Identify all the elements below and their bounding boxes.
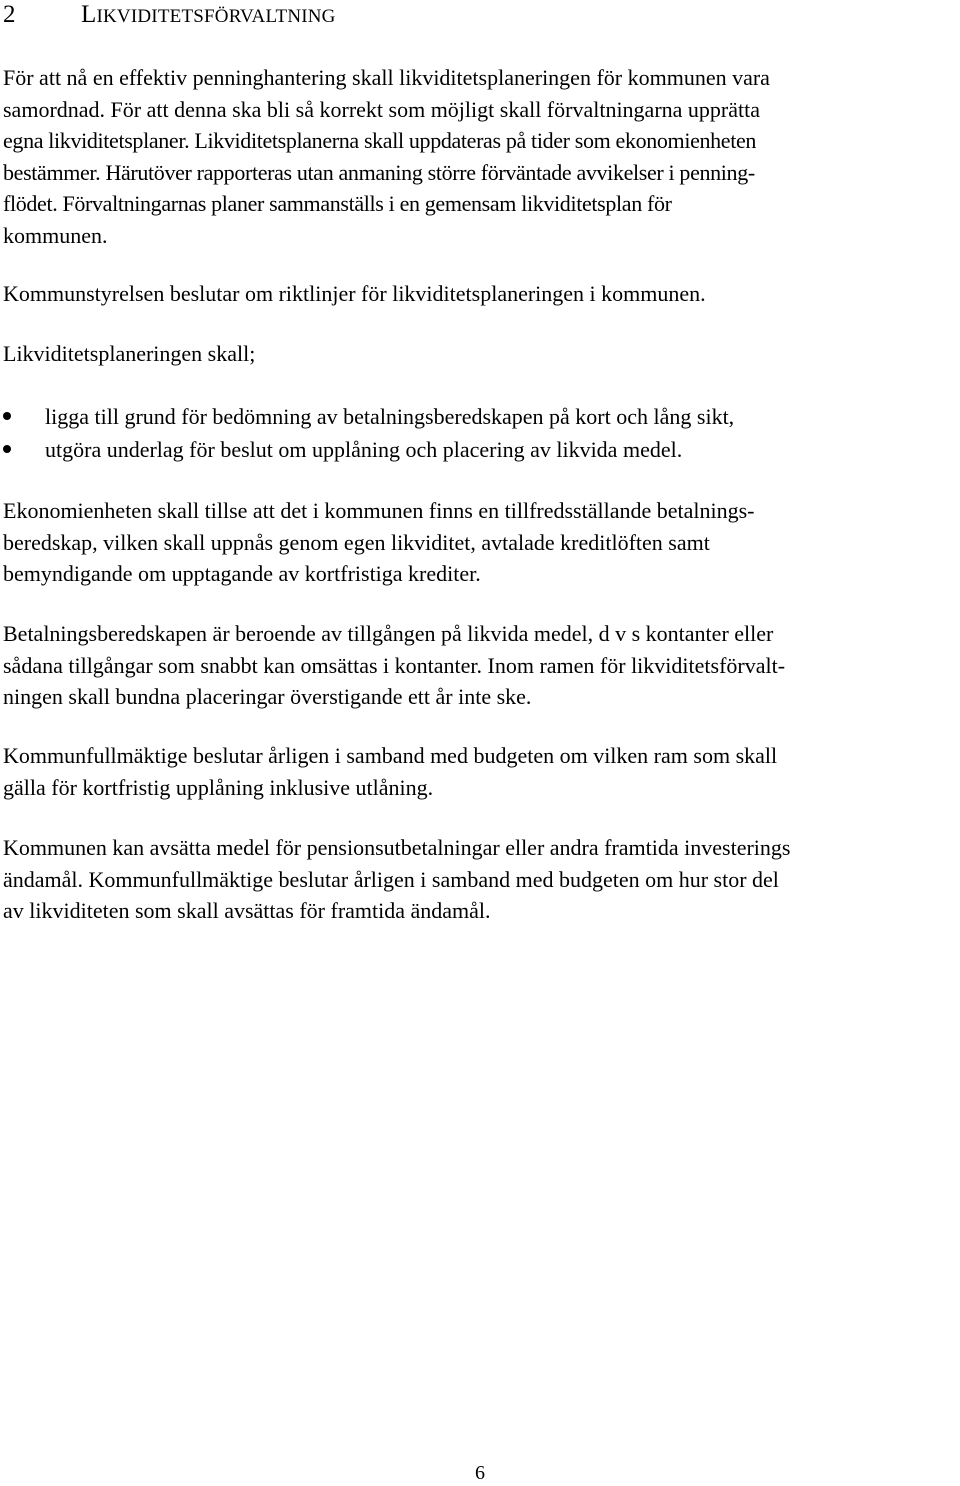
paragraph-line: sådana tillgångar som snabbt kan omsättas i kontanter. Inom ramen för likviditetsförvalt- — [3, 652, 786, 678]
paragraph-line: samordnad. För att denna ska bli så korrekt som möjligt skall förvaltningarna upprätta — [3, 96, 760, 122]
paragraph-payment-readiness — [3, 495, 958, 590]
section-heading — [3, 0, 336, 32]
paragraph-line: ningen skall bundna placeringar överstigande ett år inte ske. — [3, 684, 532, 709]
paragraph-line: flödet. Förvaltningarnas planer sammanställs i en gemensam likviditetsplan för — [3, 191, 672, 216]
paragraph-liquid-assets — [3, 618, 958, 713]
paragraph-line: Kommunstyrelsen beslutar om riktlinjer för likviditetsplaneringen i kommunen. — [3, 281, 706, 306]
bullet-list — [3, 400, 958, 466]
paragraph-pension-funds — [3, 832, 958, 927]
paragraph-line: av likviditeten som skall avsättas för framtida ändamål. — [3, 898, 491, 923]
section-title-initial: L — [81, 1, 97, 28]
paragraph-line: Betalningsberedskapen är beroende av tillgången på likvida medel, d v s kontanter eller — [3, 621, 774, 646]
paragraph-planning-intro — [3, 62, 958, 251]
paragraph-line: Kommunen kan avsätta medel för pensionsutbetalningar eller andra framtida investerings — [3, 835, 791, 860]
section-title-rest: IKVIDITETSFÖRVALTNING — [96, 6, 336, 27]
paragraph-guidelines — [3, 278, 958, 310]
paragraph-line: bestämmer. Härutöver rapporteras utan anmaning större förväntade avvikelser i penning- — [3, 159, 755, 185]
bullet-icon — [3, 412, 11, 420]
section-title — [81, 1, 336, 28]
bullet-icon — [3, 445, 11, 453]
paragraph-planning-shall — [3, 338, 958, 370]
paragraph-line: beredskap, vilken skall uppnås genom egen likviditet, avtalade kreditlöften samt — [3, 529, 710, 555]
paragraph-line: Ekonomienheten skall tillse att det i kommunen finns en tillfredsställande betalnings- — [3, 498, 755, 523]
list-item-text: ligga till grund för bedömning av betalningsberedskapen på kort och lång sikt, — [45, 404, 735, 429]
paragraph-line: gälla för kortfristig upplåning inklusive utlåning. — [3, 774, 434, 800]
list-item — [3, 400, 958, 433]
list-item — [3, 433, 958, 466]
paragraph-line: För att nå en effektiv penninghantering skall likviditetsplaneringen för kommunen vara — [3, 65, 770, 90]
section-number: 2 — [3, 1, 16, 28]
paragraph-borrowing-frame — [3, 740, 958, 803]
page-number: 6 — [475, 1462, 485, 1484]
paragraph-line: Likviditetsplaneringen skall; — [3, 341, 256, 366]
paragraph-line: ändamål. Kommunfullmäktige beslutar årligen i samband med budgeten om hur stor del — [3, 866, 779, 892]
paragraph-line: bemyndigande om upptagande av kortfristiga krediter. — [3, 561, 481, 586]
list-item-text: utgöra underlag för beslut om upplåning och placering av likvida medel. — [45, 437, 683, 462]
paragraph-line: kommunen. — [3, 222, 108, 248]
paragraph-line: Kommunfullmäktige beslutar årligen i samband med budgeten om vilken ram som skall — [3, 743, 778, 768]
paragraph-line: egna likviditetsplaner. Likviditetsplanerna skall uppdateras på tider som ekonomienheten — [3, 128, 757, 153]
